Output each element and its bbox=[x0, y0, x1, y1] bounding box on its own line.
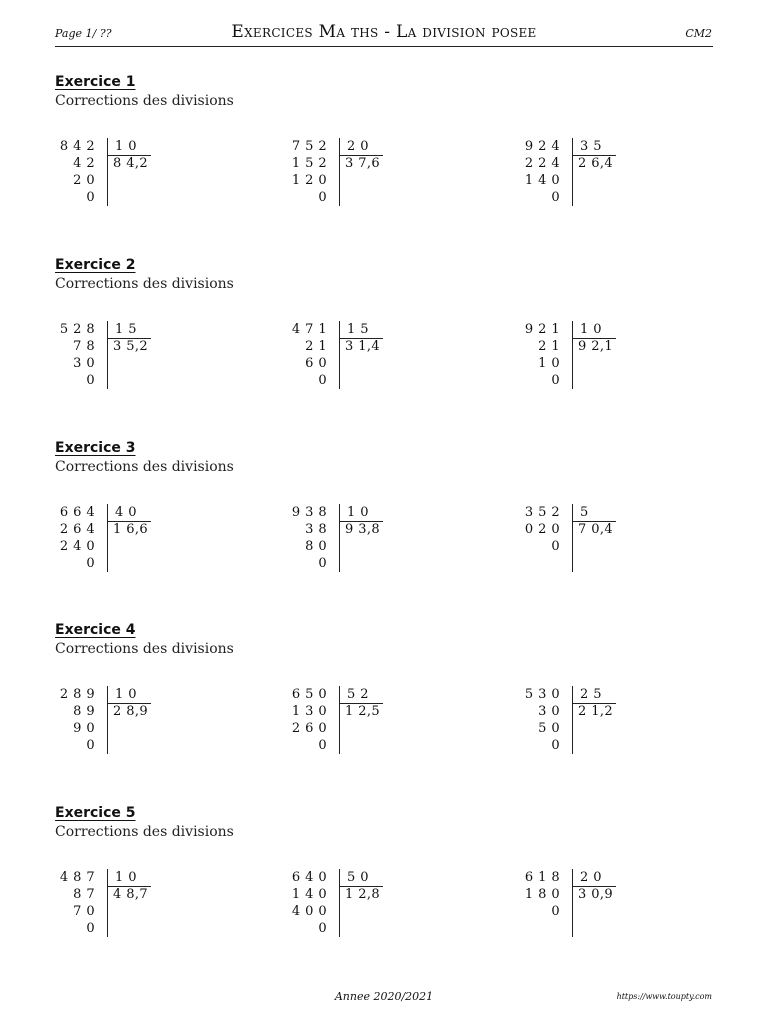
long-division bbox=[520, 686, 640, 766]
exercise-1 bbox=[55, 74, 715, 249]
long-division bbox=[55, 321, 175, 401]
remainder-step: 4 0 0 bbox=[291, 904, 327, 919]
exercise-5 bbox=[55, 805, 715, 980]
remainder-step bbox=[520, 555, 560, 572]
dividend: 3 5 2 bbox=[524, 505, 560, 520]
divisor: 2 0 bbox=[580, 870, 602, 885]
dividend: 9 3 8 bbox=[291, 505, 327, 520]
dividend: 8 4 2 bbox=[59, 139, 95, 154]
division-vertical-bar bbox=[107, 321, 108, 389]
dividend: 4 7 1 bbox=[291, 322, 327, 337]
exercise-title: Exercice 5 bbox=[55, 805, 136, 821]
remainder-step: 2 6 4 bbox=[59, 522, 95, 537]
quotient: 7 0,4 bbox=[578, 522, 614, 537]
quotient: 2 1,2 bbox=[578, 704, 614, 719]
exercise-2 bbox=[55, 257, 715, 432]
remainder-step: 1 4 0 bbox=[524, 173, 560, 188]
dividend-steps bbox=[287, 869, 327, 937]
exercise-subtitle: Corrections des divisions bbox=[55, 93, 234, 109]
remainder-step: 2 2 4 bbox=[524, 156, 560, 171]
division-vertical-bar bbox=[339, 869, 340, 937]
divisor: 1 0 bbox=[347, 505, 369, 520]
exercise-3 bbox=[55, 440, 715, 615]
source-url: https://www.toupty.com bbox=[616, 992, 712, 1001]
remainder-step: 7 8 bbox=[73, 339, 95, 354]
remainder-step: 8 0 bbox=[305, 539, 327, 554]
divisor: 3 5 bbox=[580, 139, 602, 154]
long-division bbox=[520, 138, 640, 218]
dividend: 5 2 8 bbox=[59, 322, 95, 337]
remainder-step: 0 bbox=[318, 738, 327, 753]
remainder-step: 4 2 bbox=[73, 156, 95, 171]
quotient: 4 8,7 bbox=[113, 887, 149, 902]
quotient: 1 6,6 bbox=[113, 522, 149, 537]
quotient: 1 2,5 bbox=[345, 704, 381, 719]
long-division bbox=[520, 504, 640, 584]
exercise-title: Exercice 2 bbox=[55, 257, 136, 273]
quotient: 9 3,8 bbox=[345, 522, 381, 537]
long-division bbox=[55, 138, 175, 218]
division-vertical-bar bbox=[107, 869, 108, 937]
dividend: 4 8 7 bbox=[59, 870, 95, 885]
remainder-step: 6 0 bbox=[305, 356, 327, 371]
page-number: Page 1/ ?? bbox=[55, 27, 112, 40]
dividend-steps bbox=[55, 504, 95, 572]
long-division bbox=[55, 869, 175, 949]
divisor: 5 bbox=[580, 505, 589, 520]
dividend: 6 6 4 bbox=[59, 505, 95, 520]
remainder-step: 1 3 0 bbox=[291, 704, 327, 719]
exercise-title: Exercice 4 bbox=[55, 622, 136, 638]
dividend-steps bbox=[287, 686, 327, 754]
quotient: 1 2,8 bbox=[345, 887, 381, 902]
division-vertical-bar bbox=[339, 504, 340, 572]
page-title: Exercices Ma ths - La division posee bbox=[231, 22, 537, 42]
remainder-step bbox=[520, 920, 560, 937]
division-vertical-bar bbox=[572, 321, 573, 389]
division-vertical-bar bbox=[339, 138, 340, 206]
exercise-title: Exercice 1 bbox=[55, 74, 136, 90]
long-division bbox=[55, 686, 175, 766]
remainder-step: 2 0 bbox=[73, 173, 95, 188]
divisor: 4 0 bbox=[115, 505, 137, 520]
remainder-step: 8 7 bbox=[73, 887, 95, 902]
quotient: 3 0,9 bbox=[578, 887, 614, 902]
quotient: 3 1,4 bbox=[345, 339, 381, 354]
quotient: 8 4,2 bbox=[113, 156, 149, 171]
quotient: 3 5,2 bbox=[113, 339, 149, 354]
division-vertical-bar bbox=[107, 686, 108, 754]
remainder-step: 0 bbox=[551, 738, 560, 753]
divisor: 2 0 bbox=[347, 139, 369, 154]
dividend-steps bbox=[287, 321, 327, 389]
division-vertical-bar bbox=[572, 138, 573, 206]
exercise-subtitle: Corrections des divisions bbox=[55, 459, 234, 475]
dividend-steps bbox=[520, 686, 560, 754]
remainder-step: 3 0 bbox=[538, 704, 560, 719]
divisor: 5 0 bbox=[347, 870, 369, 885]
remainder-step: 0 bbox=[318, 556, 327, 571]
division-vertical-bar bbox=[339, 686, 340, 754]
remainder-step: 1 2 0 bbox=[291, 173, 327, 188]
long-division bbox=[287, 869, 407, 949]
exercise-subtitle: Corrections des divisions bbox=[55, 824, 234, 840]
division-vertical-bar bbox=[107, 504, 108, 572]
remainder-step: 0 bbox=[318, 921, 327, 936]
long-division bbox=[520, 321, 640, 401]
dividend-steps bbox=[520, 869, 560, 937]
remainder-step: 0 bbox=[551, 373, 560, 388]
remainder-step: 2 1 bbox=[538, 339, 560, 354]
remainder-step: 2 6 0 bbox=[291, 721, 327, 736]
header-rule bbox=[55, 46, 713, 47]
divisor: 5 2 bbox=[347, 687, 369, 702]
remainder-step: 0 bbox=[86, 738, 95, 753]
quotient: 9 2,1 bbox=[578, 339, 614, 354]
divisor: 1 0 bbox=[115, 139, 137, 154]
remainder-step: 0 bbox=[551, 190, 560, 205]
dividend: 6 5 0 bbox=[291, 687, 327, 702]
dividend-steps bbox=[55, 686, 95, 754]
remainder-step: 8 9 bbox=[73, 704, 95, 719]
remainder-step: 3 0 bbox=[73, 356, 95, 371]
remainder-step: 0 bbox=[551, 904, 560, 919]
remainder-step: 5 0 bbox=[538, 721, 560, 736]
dividend: 6 4 0 bbox=[291, 870, 327, 885]
long-division bbox=[520, 869, 640, 949]
division-vertical-bar bbox=[339, 321, 340, 389]
divisor: 2 5 bbox=[580, 687, 602, 702]
dividend-steps bbox=[520, 504, 560, 572]
exercise-subtitle: Corrections des divisions bbox=[55, 276, 234, 292]
division-vertical-bar bbox=[572, 686, 573, 754]
exercise-4 bbox=[55, 622, 715, 797]
level-label: CM2 bbox=[685, 27, 712, 40]
dividend-steps bbox=[287, 504, 327, 572]
remainder-step: 2 1 bbox=[305, 339, 327, 354]
divisor: 1 5 bbox=[347, 322, 369, 337]
remainder-step: 0 2 0 bbox=[524, 522, 560, 537]
divisor: 1 0 bbox=[580, 322, 602, 337]
quotient: 2 6,4 bbox=[578, 156, 614, 171]
remainder-step: 9 0 bbox=[73, 721, 95, 736]
remainder-step: 0 bbox=[86, 921, 95, 936]
remainder-step: 0 bbox=[86, 190, 95, 205]
remainder-step: 0 bbox=[86, 556, 95, 571]
exercise-title: Exercice 3 bbox=[55, 440, 136, 456]
school-year: Annee 2020/2021 bbox=[334, 990, 434, 1003]
remainder-step: 1 0 bbox=[538, 356, 560, 371]
remainder-step: 1 5 2 bbox=[291, 156, 327, 171]
dividend: 9 2 1 bbox=[524, 322, 560, 337]
dividend: 2 8 9 bbox=[59, 687, 95, 702]
dividend-steps bbox=[520, 321, 560, 389]
dividend-steps bbox=[55, 321, 95, 389]
dividend: 7 5 2 bbox=[291, 139, 327, 154]
dividend-steps bbox=[287, 138, 327, 206]
remainder-step: 2 4 0 bbox=[59, 539, 95, 554]
dividend-steps bbox=[520, 138, 560, 206]
remainder-step: 3 8 bbox=[305, 522, 327, 537]
long-division bbox=[287, 138, 407, 218]
long-division bbox=[287, 686, 407, 766]
long-division bbox=[287, 504, 407, 584]
remainder-step: 0 bbox=[86, 373, 95, 388]
division-vertical-bar bbox=[572, 504, 573, 572]
exercise-subtitle: Corrections des divisions bbox=[55, 641, 234, 657]
quotient: 3 7,6 bbox=[345, 156, 381, 171]
division-vertical-bar bbox=[107, 138, 108, 206]
division-vertical-bar bbox=[572, 869, 573, 937]
dividend-steps bbox=[55, 138, 95, 206]
long-division bbox=[287, 321, 407, 401]
remainder-step: 1 8 0 bbox=[524, 887, 560, 902]
remainder-step: 7 0 bbox=[73, 904, 95, 919]
remainder-step: 0 bbox=[318, 373, 327, 388]
quotient: 2 8,9 bbox=[113, 704, 149, 719]
dividend: 5 3 0 bbox=[524, 687, 560, 702]
divisor: 1 0 bbox=[115, 870, 137, 885]
dividend: 9 2 4 bbox=[524, 139, 560, 154]
divisor: 1 0 bbox=[115, 687, 137, 702]
dividend-steps bbox=[55, 869, 95, 937]
dividend: 6 1 8 bbox=[524, 870, 560, 885]
remainder-step: 0 bbox=[318, 190, 327, 205]
divisor: 1 5 bbox=[115, 322, 137, 337]
remainder-step: 0 bbox=[551, 539, 560, 554]
remainder-step: 1 4 0 bbox=[291, 887, 327, 902]
long-division bbox=[55, 504, 175, 584]
